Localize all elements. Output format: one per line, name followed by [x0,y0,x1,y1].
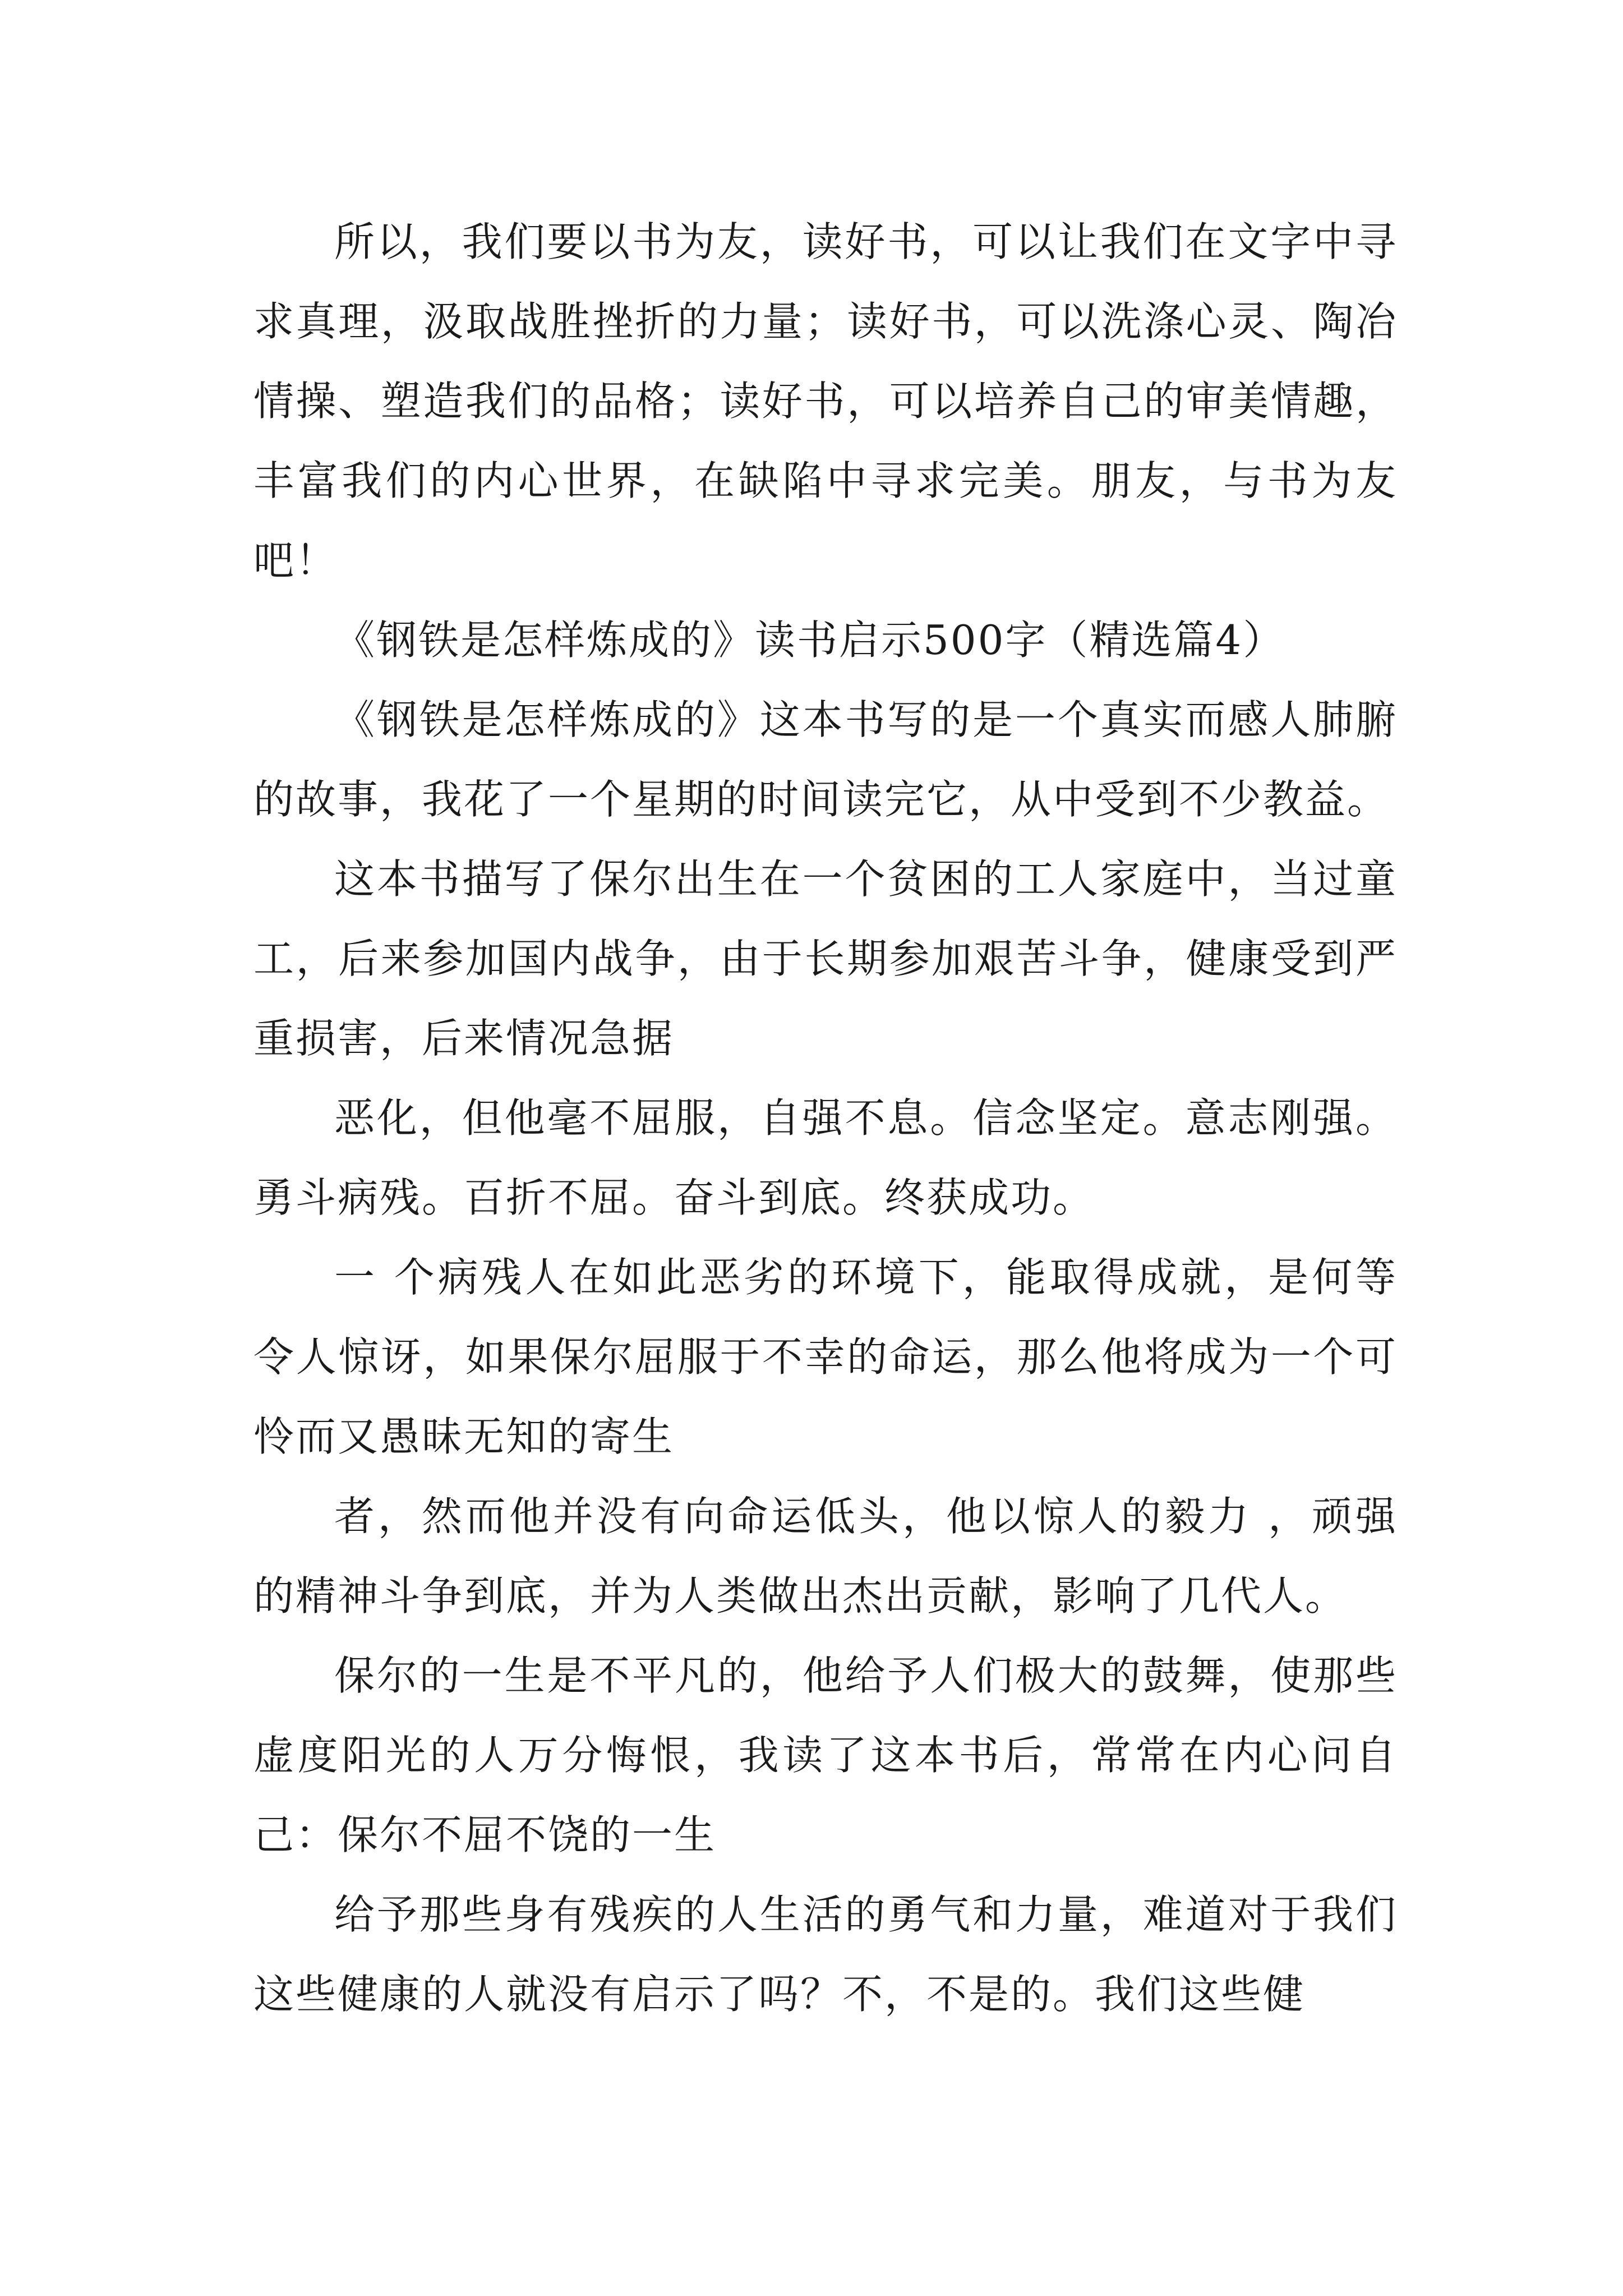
paragraph-achievement: 一 个病残人在如此恶劣的环境下，能取得成就，是何等令人惊讶，如果保尔屈服于不幸的命运，那么他将成为一个可怜而又愚昧无知的寄生 [253,1254,1398,1460]
paragraph-contribution: 者，然而他并没有向命运低头，他以惊人的毅力 ，顽强的精神斗争到底，并为人类做出杰出贡献，影响了几代人。 [253,1493,1398,1619]
paragraph-reflection: 保尔的一生是不平凡的，他给予人们极大的鼓舞，使那些虚度阳光的人万分悔恨，我读了这本书后，常常在内心问自己：保尔不屈不饶的一生 [253,1652,1398,1858]
paragraph-story: 这本书描写了保尔出生在一个贫困的工人家庭中，当过童工，后来参加国内战争，由于长期参加艰苦斗争，健康受到严重损害，后来情况急据 [253,855,1398,1062]
section-heading: 《钢铁是怎样炼成的》读书启示500字（精选篇4） [334,616,1285,664]
paragraph-perseverance: 恶化，但他毫不屈服，自强不息。信念坚定。意志刚强。勇斗病残。百折不屈。奋斗到底。终获成功。 [253,1094,1398,1221]
paragraph-conclusion: 所以，我们要以书为友，读好书，可以让我们在文字中寻求真理，汲取战胜挫折的力量；读好书，可以洗涤心灵、陶冶情操、塑造我们的品格；读好书，可以培养自己的审美情趣，丰富我们的内心世界，在缺陷中寻求完美。朋友，与书为友吧！ [253,218,1398,584]
paragraph-inspiration: 给予那些身有残疾的人生活的勇气和力量，难道对于我们这些健康的人就没有启示了吗？不，不是的。我们这些健 [253,1891,1398,2018]
paragraph-intro: 《钢铁是怎样炼成的》这本书写的是一个真实而感人肺腑的故事，我花了一个星期的时间读完它，从中受到不少教益。 [253,696,1398,823]
document-body [253,202,1398,2034]
